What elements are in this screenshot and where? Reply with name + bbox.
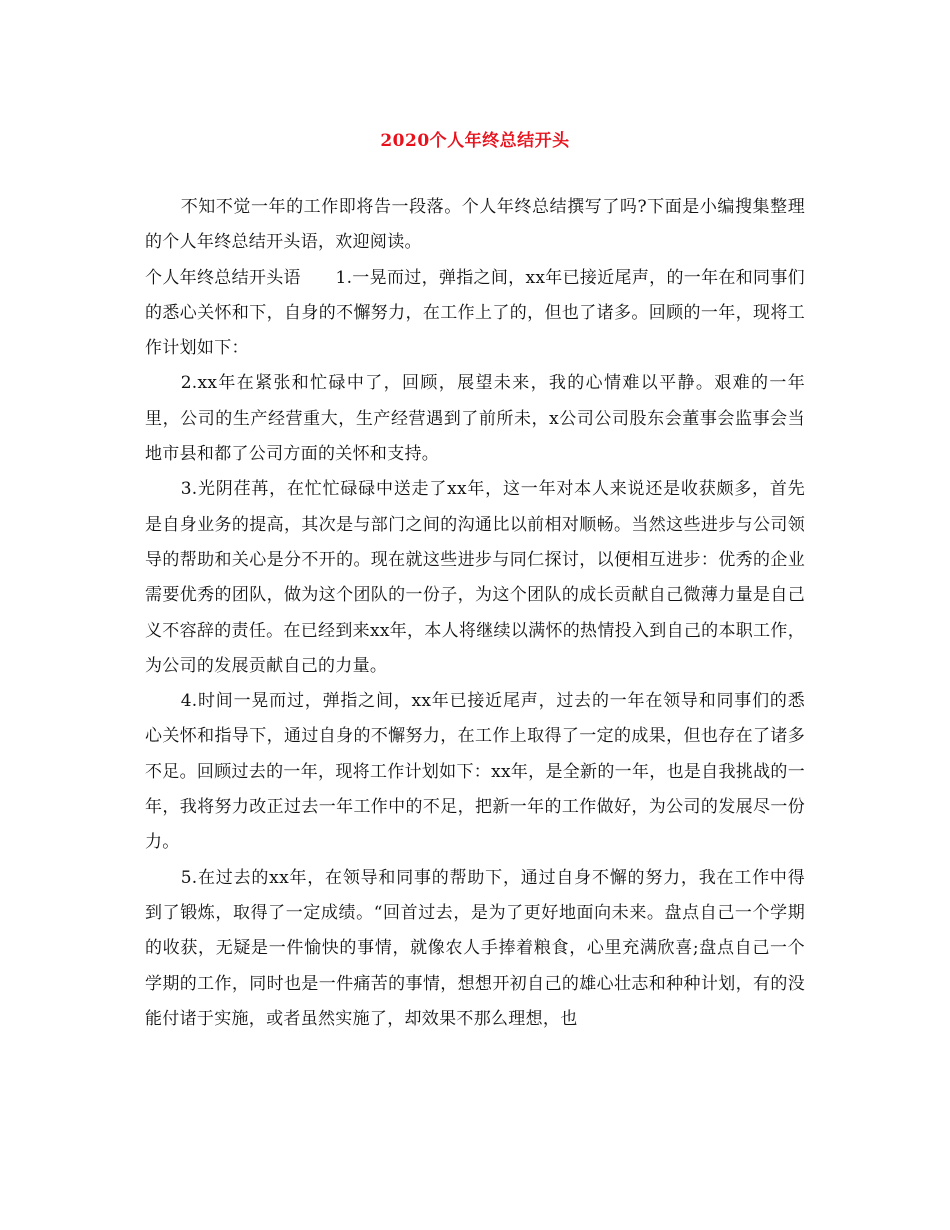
paragraph-4: 4.时间一晃而过，弹指之间，xx年已接近尾声，过去的一年在领导和同事们的悉心关怀和指导下，通过自身的不懈努力，在工作上取得了一定的成果，但也存在了诸多不足。回顾过去的一年，现将工作计划如下：xx年，是全新的一年，也是自我挑战的一年，我将努力改正过去一年工作中的不足，把新一年的工作做好，为公司的发展尽一份力。 — [145, 691, 805, 853]
paragraph-3: 3.光阴荏苒，在忙忙碌碌中送走了xx年，这一年对本人来说还是收获颇多，首先是自身业务的提高，其次是与部门之间的沟通比以前相对顺畅。当然这些进步与公司领导的帮助和关心是分不开的。现在就这些进步与同仁探讨，以便相互进步：优秀的企业需要优秀的团队，做为这个团队的一份子，为这个团队的成长贡献自己微薄力量是自己义不容辞的责任。在已经到来xx年，本人将继续以满怀的热情投入到自己的本职工作，为公司的发展贡献自己的力量。 — [145, 479, 805, 676]
paragraph-5: 5.在过去的xx年，在领导和同事的帮助下，通过自身不懈的努力，我在工作中得到了锻炼，取得了一定成绩。“回首过去，是为了更好地面向未来。盘点自己一个学期的收获，无疑是一件愉快的事情，就像农人手捧着粮食，心里充满欣喜;盘点自己一个学期的工作，同时也是一件痛苦的事情，想想开初自己的雄心壮志和种种计划，有的没能付诸于实施，或者虽然实施了，却效果不那么理想，也 — [145, 867, 805, 1029]
intro-paragraph: 不知不觉一年的工作即将告一段落。个人年终总结撰写了吗?下面是小编搜集整理的个人年终总结开头语，欢迎阅读。 — [145, 197, 805, 253]
document-title: 2020个人年终总结开头 — [380, 131, 570, 151]
paragraph-2: 2.xx年在紧张和忙碌中了，回顾，展望未来，我的心情难以平静。艰难的一年里，公司的生产经营重大，生产经营遇到了前所未，x公司公司股东会董事会监事会当地市县和都了公司方面的关怀和支持。 — [145, 373, 805, 465]
paragraph-1: 个人年终总结开头语 1.一晃而过，弹指之间，xx年已接近尾声，的一年在和同事们的悉心关怀和下，自身的不懈努力，在工作上了的，但也了诸多。回顾的一年，现将工作计划如下： — [145, 267, 805, 359]
document-body — [145, 190, 805, 1037]
